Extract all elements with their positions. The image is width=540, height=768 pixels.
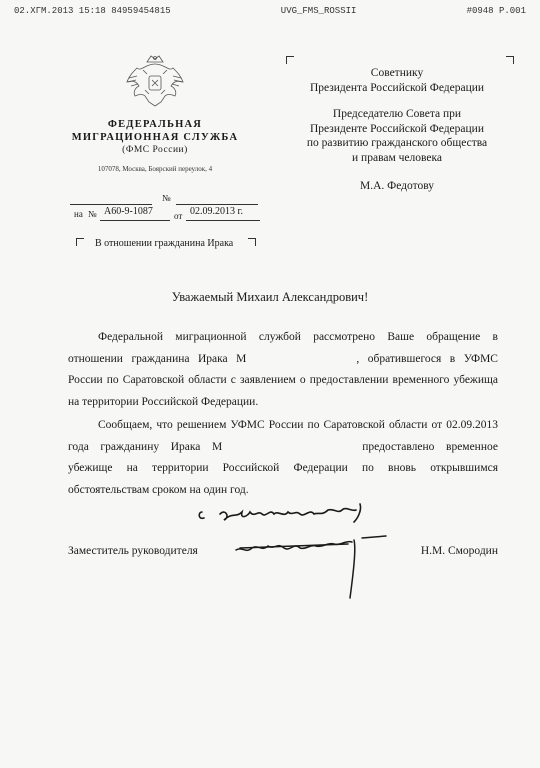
fax-header-center: UVG_FMS_ROSSII <box>280 6 357 16</box>
signer-title: Заместитель руководителя <box>68 545 198 557</box>
sender-block <box>60 118 250 173</box>
greeting: Уважаемый Михаил Александрович! <box>171 290 369 304</box>
corner-mark-icon <box>506 56 514 64</box>
fax-header-right: #0948 P.001 <box>466 6 526 16</box>
na-label: на <box>74 209 83 219</box>
coat-of-arms-icon <box>125 52 185 110</box>
reg-line-2 <box>176 204 258 205</box>
corner-mark-icon <box>286 56 294 64</box>
org-name-line2: МИГРАЦИОННАЯ СЛУЖБА <box>71 132 239 143</box>
ref-number: А60-9-1087 <box>104 206 153 217</box>
recipient-line2: Президента Российской Федерации <box>309 81 485 94</box>
org-short-name: (ФМС России) <box>122 145 188 155</box>
org-name-line1: ФЕДЕРАЛЬНАЯ <box>107 119 203 130</box>
ot-label: от <box>174 211 183 221</box>
ref-date: 02.09.2013 г. <box>190 206 243 217</box>
body-p2-part2: предоставлено временное убежище на территории Российской Федерации по вновь открывшимся обстоятельствам сроком на один год. <box>68 440 498 496</box>
number-sign: № <box>162 193 171 203</box>
org-address: 107078, Москва, Боярский переулок, 4 <box>97 165 213 173</box>
handwritten-note <box>196 498 366 528</box>
body-p1-part1: Федеральной миграционной службой рассмотрено Ваше обращение в отношении гражданина Ирака М <box>68 331 498 365</box>
recipient-line1: Советнику <box>370 67 424 79</box>
ref-date-line <box>186 220 260 221</box>
signature-scribble <box>232 528 392 608</box>
fax-header-left: 02.ХГМ.2013 15:18 84959454815 <box>14 6 171 16</box>
recipient-name: М.А. Федотову <box>359 180 435 192</box>
body-p2-part1: Сообщаем, что решением УФМС России по Саратовской области от 02.09.2013 года гражданину Ирака М <box>68 419 498 453</box>
corner-mark-icon <box>248 238 256 246</box>
number-sign-2: № <box>88 209 97 219</box>
recipient-line3: Председателю Совета при <box>332 108 462 120</box>
fax-header <box>14 6 526 16</box>
letter-body <box>68 327 498 501</box>
reg-line-1 <box>70 204 152 205</box>
corner-mark-icon <box>76 238 84 246</box>
recipient-block <box>292 66 502 194</box>
recipient-line4: Президенте Российской Федерации <box>310 122 484 135</box>
recipient-line6: и правам человека <box>352 151 442 164</box>
recipient-line5: по развитию гражданского общества <box>306 137 488 149</box>
ref-number-line <box>100 220 170 221</box>
signer-name: Н.М. Смородин <box>420 545 498 557</box>
subject-line: В отношении гражданина Ирака <box>95 238 234 249</box>
body-paragraph-2 <box>68 415 498 501</box>
body-p1-part2: , обратившегося в УФМС России по Саратовской области с заявлением о предоставлении временного убежища на территории Российской Федерации. <box>68 352 498 408</box>
body-paragraph-1 <box>68 327 498 413</box>
